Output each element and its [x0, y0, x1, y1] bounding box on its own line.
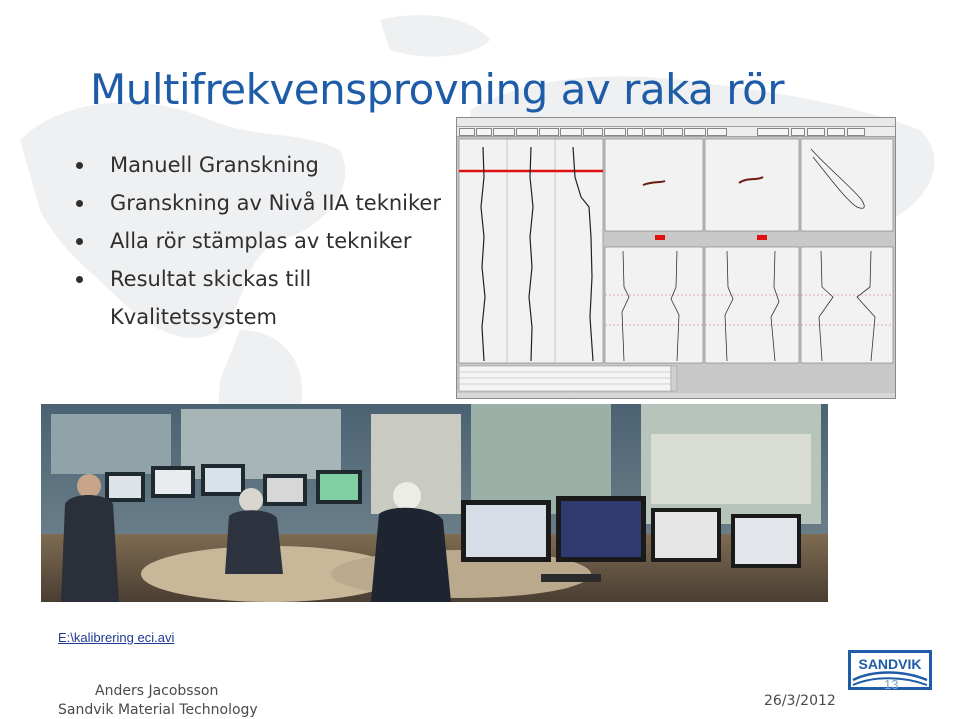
- bullet-item: [70, 260, 450, 336]
- svg-text:SANDVIK: SANDVIK: [858, 656, 922, 672]
- bullet-dot-icon: [76, 276, 83, 283]
- eddy-current-signal-plot: [457, 137, 895, 379]
- results-table: [457, 365, 895, 393]
- bullet-dot-icon: [76, 162, 83, 169]
- footer-organization: Sandvik Material Technology: [58, 702, 258, 718]
- slide-title: Multifrekvensprovning av raka rör: [90, 65, 785, 114]
- software-toolbar: [457, 127, 895, 137]
- inspection-software-screenshot: [456, 117, 896, 399]
- bullet-item: [70, 222, 450, 260]
- footer-date: 26/3/2012: [764, 693, 836, 709]
- footer-author: Anders Jacobsson: [95, 683, 219, 699]
- bullet-text: Granskning av Nivå IIA tekniker: [110, 191, 441, 215]
- bullet-dot-icon: [76, 238, 83, 245]
- slide-number: 13: [884, 677, 899, 692]
- bullet-text: Alla rör stämplas av tekniker: [110, 229, 412, 253]
- bullet-dot-icon: [76, 200, 83, 207]
- bullet-text: Resultat skickas till Kvalitetssystem: [110, 267, 312, 329]
- video-file-link[interactable]: E:\kalibrering eci.avi: [58, 630, 175, 645]
- bullet-list: [70, 146, 450, 336]
- software-titlebar: [457, 118, 895, 127]
- bullet-item: [70, 146, 450, 184]
- control-room-photo: [41, 404, 828, 602]
- bullet-item: [70, 184, 450, 222]
- bullet-text: Manuell Granskning: [110, 153, 319, 177]
